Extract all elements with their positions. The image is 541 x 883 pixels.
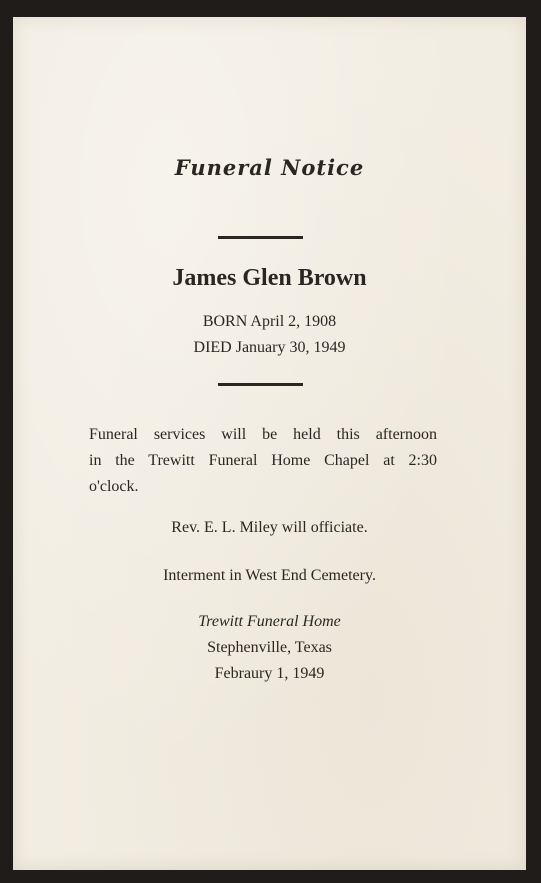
officiant-line: Rev. E. L. Miley will officiate. bbox=[171, 519, 368, 536]
divider-bottom bbox=[218, 383, 303, 386]
funeral-notice-card bbox=[13, 17, 526, 870]
interment-line: Interment in West End Cemetery. bbox=[163, 567, 376, 584]
funeral-home-location: Stephenville, Texas bbox=[207, 639, 332, 656]
service-line: o'clock. bbox=[89, 478, 139, 495]
death-date: DIED January 30, 1949 bbox=[193, 339, 346, 356]
service-line: Funeral services will be held this afternoon bbox=[89, 426, 437, 443]
notice-title: Funeral Notice bbox=[174, 155, 365, 180]
birth-date: BORN April 2, 1908 bbox=[202, 313, 337, 330]
notice-date: Febraury 1, 1949 bbox=[214, 665, 325, 682]
deceased-name: James Glen Brown bbox=[172, 265, 367, 291]
service-paragraph bbox=[89, 422, 437, 500]
divider-top bbox=[218, 236, 303, 239]
funeral-home-name: Trewitt Funeral Home bbox=[198, 613, 341, 630]
service-line: in the Trewitt Funeral Home Chapel at 2:30 bbox=[89, 452, 437, 469]
